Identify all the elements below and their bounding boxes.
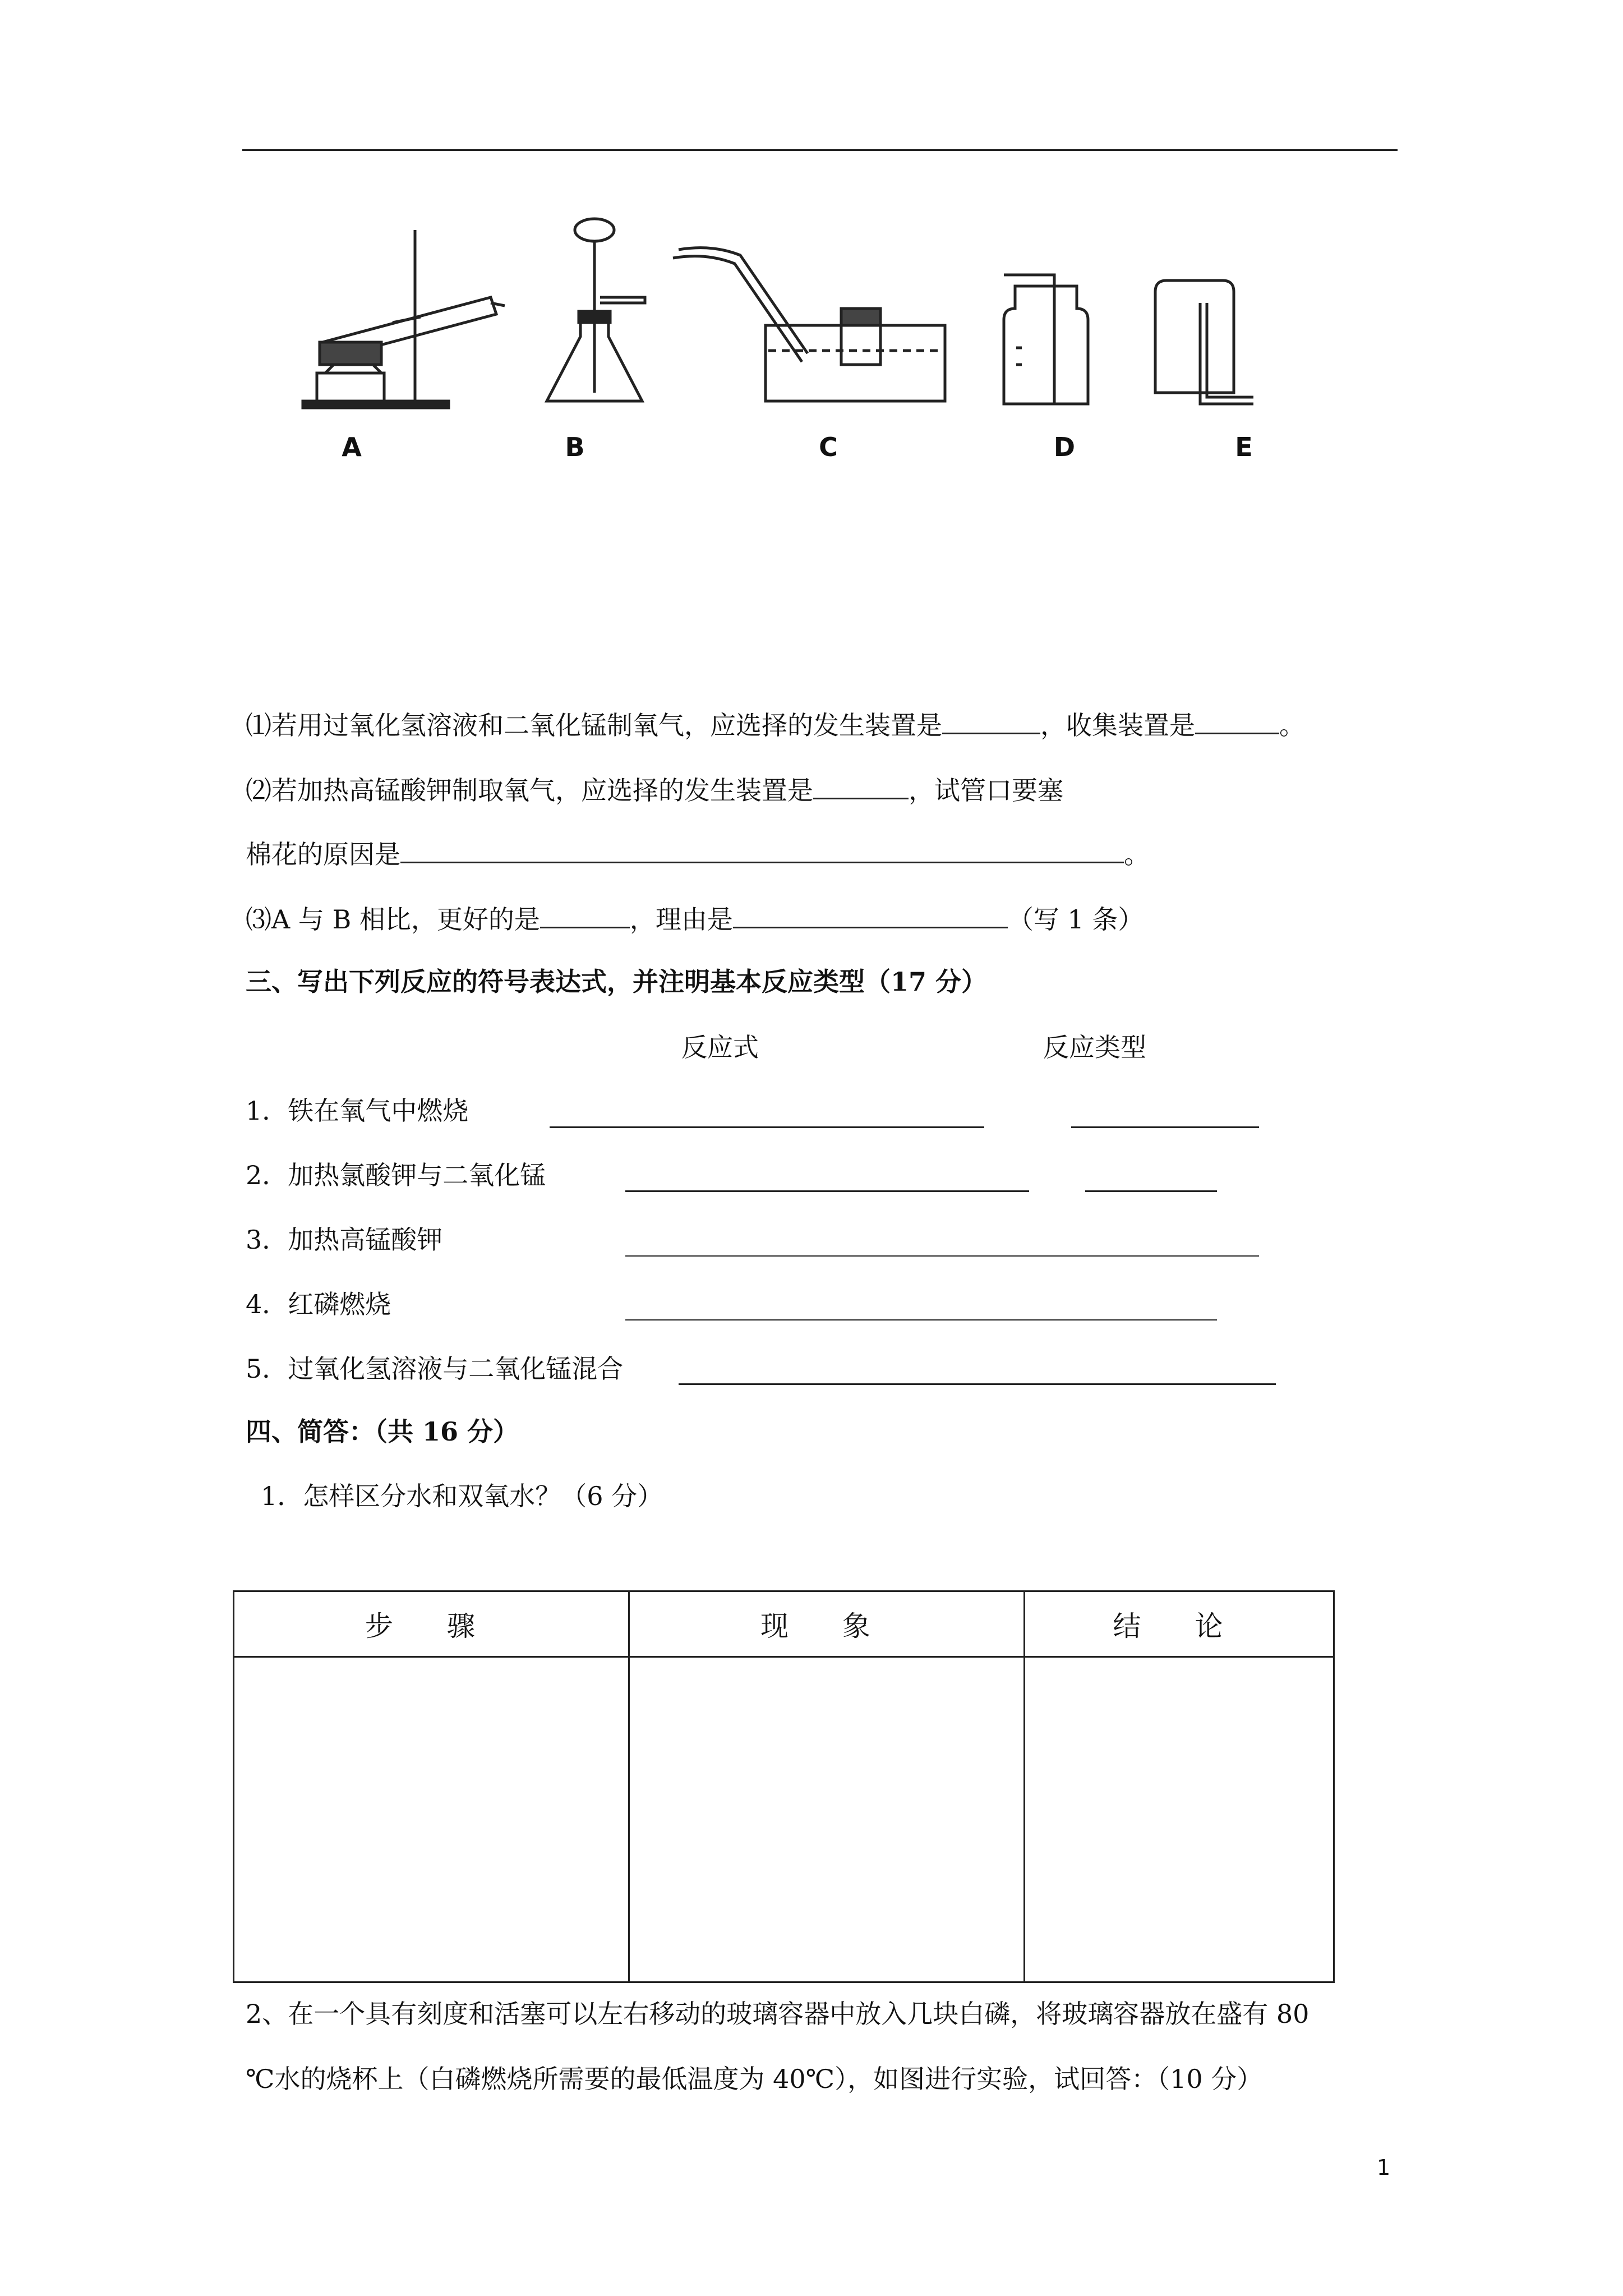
apparatus-e-icon	[1155, 280, 1253, 404]
apparatus-d-icon	[1004, 275, 1088, 404]
question-1: ⑴若用过氧化氢溶液和二氧化锰制氧气，应选择的发生装置是 ，收集装置是 。	[246, 708, 1305, 742]
reaction-item-4: 4．红磷燃烧	[246, 1289, 391, 1319]
answer-table	[233, 1590, 1335, 1983]
blank-q3-reason[interactable]	[733, 902, 1008, 928]
blank-q3-better[interactable]	[540, 902, 630, 928]
question-2: ⑵若加热高锰酸钾制取氧气，应选择的发生装置是 ，试管口要塞	[246, 773, 1063, 807]
apparatus-label-c: C	[819, 432, 838, 462]
reaction-item-2: 2．加热氯酸钾与二氧化锰	[246, 1160, 546, 1190]
reaction-item-1: 1．铁在氧气中燃烧	[246, 1096, 469, 1126]
table-cell-steps[interactable]	[234, 1657, 629, 1982]
apparatus-label-e: E	[1235, 432, 1253, 462]
reaction-item-5: 5．过氧化氢溶液与二氧化锰混合	[246, 1354, 624, 1384]
blank-reaction-3[interactable]	[625, 1255, 1259, 1257]
short-answer-1: 1．怎样区分水和双氧水？（6 分）	[261, 1481, 663, 1511]
column-type: 反应类型	[1043, 1032, 1146, 1062]
apparatus-label-a: A	[342, 432, 362, 462]
blank-q1-generator[interactable]	[942, 708, 1040, 734]
blank-reaction-4[interactable]	[625, 1319, 1217, 1320]
reaction-item-3: 3．加热高锰酸钾	[246, 1225, 443, 1255]
blank-reaction-1-formula[interactable]	[550, 1126, 984, 1128]
question-3: ⑶A 与 B 相比，更好的是 ，理由是 （写 1 条）	[246, 902, 1144, 936]
blank-reaction-5[interactable]	[679, 1383, 1276, 1385]
blank-reaction-2-type[interactable]	[1085, 1190, 1217, 1192]
blank-q2-reason[interactable]	[400, 837, 1124, 863]
short-answer-2-line-2: ℃水的烧杯上（白磷燃烧所需要的最低温度为 40℃），如图进行实验，试回答：（10 分）	[246, 2064, 1263, 2094]
page-number: 1	[1377, 2155, 1391, 2180]
blank-q2-generator[interactable]	[813, 773, 909, 799]
question-2-cont: 棉花的原因是 。	[246, 837, 1150, 871]
section-4-heading: 四、简答：（共 16 分）	[246, 1416, 519, 1447]
section-3-heading: 三、写出下列反应的符号表达式，并注明基本反应类型（17 分）	[246, 967, 988, 997]
header-rule	[242, 149, 1398, 151]
apparatus-a-icon	[303, 230, 505, 408]
table-header-steps: 步 骤	[234, 1591, 629, 1657]
apparatus-c-icon	[673, 248, 945, 401]
blank-reaction-1-type[interactable]	[1071, 1126, 1259, 1128]
blank-q1-collector[interactable]	[1195, 708, 1279, 734]
blank-reaction-2-formula[interactable]	[625, 1190, 1029, 1192]
table-header-conclusion: 结 论	[1025, 1591, 1334, 1657]
short-answer-2-line-1: 2、在一个具有刻度和活塞可以左右移动的玻璃容器中放入几块白磷，将玻璃容器放在盛有 80	[246, 1999, 1310, 2029]
table-cell-phenomenon[interactable]	[629, 1657, 1025, 1982]
table-cell-conclusion[interactable]	[1025, 1657, 1334, 1982]
table-header-phenomenon: 现 象	[629, 1591, 1025, 1657]
apparatus-b-icon	[547, 219, 645, 401]
column-formula: 反应式	[681, 1032, 759, 1062]
apparatus-label-d: D	[1053, 432, 1076, 462]
apparatus-label-b: B	[565, 432, 585, 462]
